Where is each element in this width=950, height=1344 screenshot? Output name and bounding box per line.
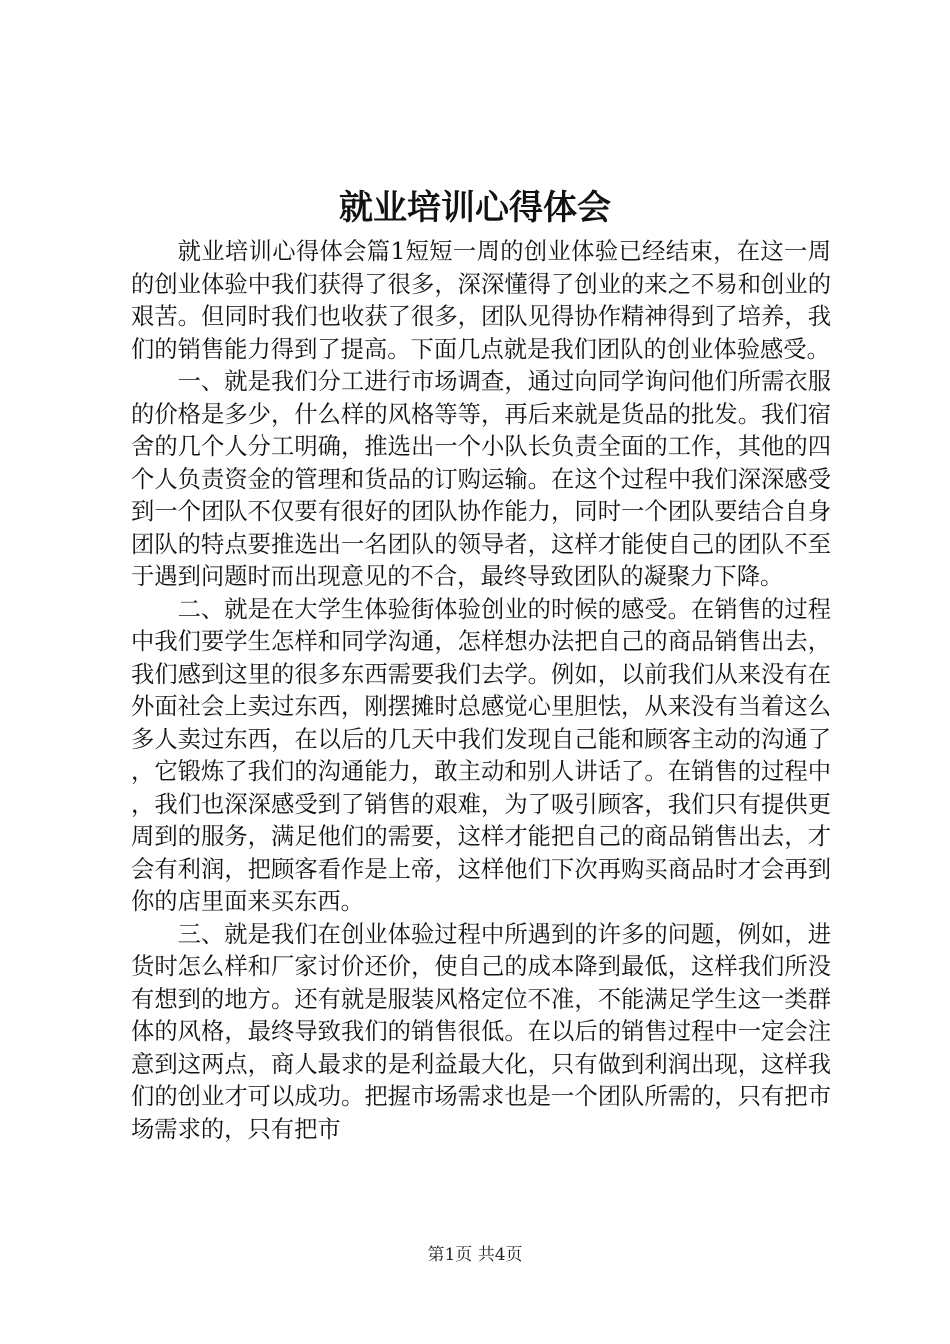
page-title: 就业培训心得体会 [339,188,611,228]
paragraph-point-three: 三、就是我们在创业体验过程中所遇到的许多的问题，例如，进货时怎么样和厂家讨价还价，使自己的成本降到最低，这样我们所没有想到的地方。还有就是服装风格定位不准，不能满足学生这一类群体的风格，最终导致我们的销售很低。在以后的销售过程中一定会注意到这两点，商人最求的是利益最大化，只有做到利润出现，这样我们的创业才可以成功。把握市场需求也是一个团队所需的，只有把市场需求的，只有把市 [131,920,831,1143]
paragraph-point-one: 一、就是我们分工进行市场调查，通过向同学询问他们所需衣服的价格是多少，什么样的风格等等，再后来就是货品的批发。我们宿舍的几个人分工明确，推选出一个小队长负责全面的工作，其他的四个人负责资金的管理和货品的订购运输。在这个过程中我们深深感受到一个团队不仅要有很好的团队协作能力，同时一个团队要结合自身团队的特点要推选出一名团队的领导者，这样才能使自己的团队不至于遇到问题时而出现意见的不合，最终导致团队的凝聚力下降。 [131,368,831,590]
paragraph-intro: 就业培训心得体会篇1短短一周的创业体验已经结束，在这一周的创业体验中我们获得了很多，深深懂得了创业的来之不易和创业的艰苦。但同时我们也收获了很多，团队见得协作精神得到了培养，我们的销售能力得到了提高。下面几点就是我们团队的创业体验感受。 [131,238,831,363]
paragraph-point-two: 二、就是在大学生体验街体验创业的时候的感受。在销售的过程中我们要学生怎样和同学沟通，怎样想办法把自己的商品销售出去，我们感到这里的很多东西需要我们去学。例如，以前我们从来没有在外面社会上卖过东西，刚摆摊时总感觉心里胆怯，从来没有当着这么多人卖过东西，在以后的几天中我们发现自己能和顾客主动的沟通了，它锻炼了我们的沟通能力，敢主动和别人讲话了。在销售的过程中，我们也深深感受到了销售的艰难，为了吸引顾客，我们只有提供更周到的服务，满足他们的需要，这样才能把自己的商品销售出去，才会有利润，把顾客看作是上帝，这样他们下次再购买商品时才会再到你的店里面来买东西。 [131,595,831,915]
document-body [131,236,831,1146]
page-number: 第1页 共4页 [427,1245,523,1265]
